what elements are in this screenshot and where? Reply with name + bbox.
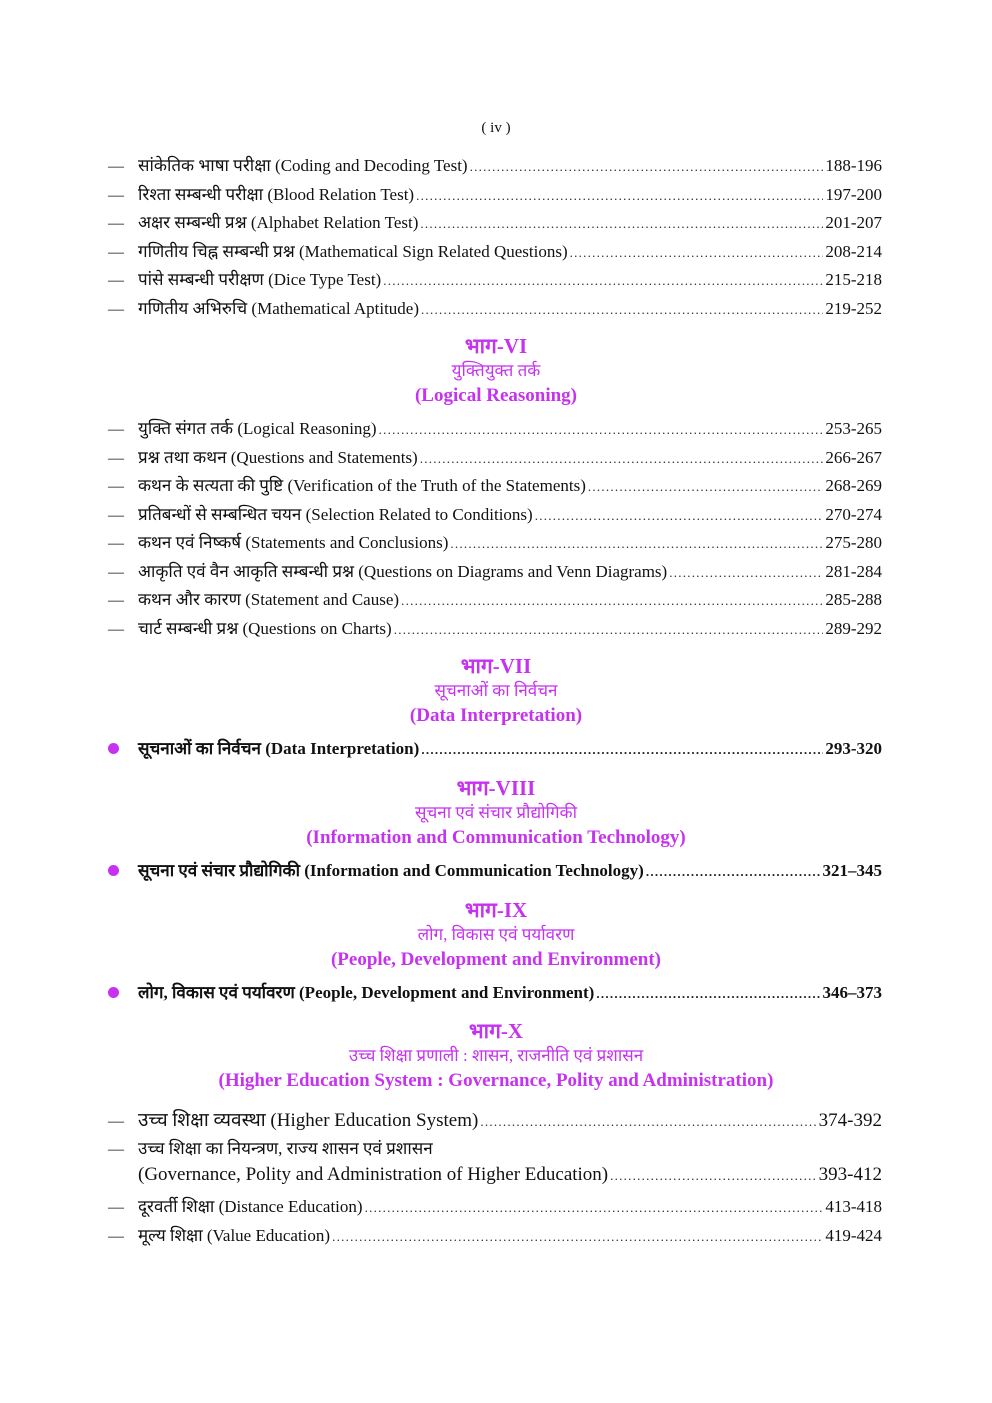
dash-marker: —: [108, 1199, 124, 1216]
toc-block-part-x: [108, 1106, 882, 1251]
page-range: 215-218: [825, 270, 882, 289]
dot-leader: [416, 188, 823, 204]
page-range: 419-424: [825, 1225, 882, 1245]
section-heading-part-viii: [0, 775, 992, 851]
entry-title: कथन के सत्यता की पुष्टि (Verification of the Truth of the Statements): [138, 476, 586, 495]
dot-leader: [450, 536, 823, 552]
part-title-english: (Logical Reasoning): [414, 385, 578, 406]
toc-entry[interactable]: [108, 980, 882, 1009]
part-title-english: (People, Development and Environment): [330, 949, 662, 970]
entry-title: युक्ति संगत तर्क (Logical Reasoning): [138, 419, 377, 438]
entry-title: चार्ट सम्बन्धी प्रश्न (Questions on Charts): [138, 618, 392, 638]
part-title-hindi: युक्तियुक्त तर्क: [451, 361, 541, 380]
entry-title: अक्षर सम्बन्धी प्रश्न (Alphabet Relation Test): [138, 213, 419, 232]
part-number: भाग-VII: [460, 654, 532, 678]
page-range: 253-265: [825, 419, 882, 438]
toc-block-continued: [108, 153, 882, 324]
part-title-english: (Data Interpretation): [409, 705, 583, 726]
dot-leader: [535, 508, 824, 524]
toc-entry[interactable]: [108, 153, 882, 182]
bullet-marker: [108, 741, 138, 759]
part-number: भाग-X: [468, 1019, 524, 1043]
section-heading-part-ix: [0, 897, 992, 973]
page-range: 393-412: [818, 1164, 882, 1185]
entry-title: प्रश्न तथा कथन (Questions and Statements): [138, 447, 418, 467]
dash-marker: —: [108, 421, 124, 438]
page-range: 268-269: [825, 476, 882, 495]
dot-leader: [669, 565, 823, 581]
dash-marker: —: [108, 449, 124, 467]
page-range: 281-284: [825, 561, 882, 581]
dash-marker: —: [108, 620, 124, 638]
dash-marker: —: [108, 1141, 124, 1158]
dot-leader: [420, 216, 823, 232]
dash-marker: —: [108, 1227, 124, 1245]
toc-entry[interactable]: [108, 1194, 882, 1223]
toc-entry[interactable]: [108, 1106, 882, 1136]
toc-entry[interactable]: [108, 1223, 882, 1252]
part-title-english: (Higher Education System : Governance, Polity and Administration): [218, 1070, 774, 1091]
dash-marker: —: [108, 215, 124, 232]
dash-marker: —: [108, 506, 124, 524]
dot-leader: [365, 1200, 824, 1216]
dash-marker: —: [108, 563, 124, 581]
toc-entry[interactable]: [108, 182, 882, 211]
page-range: 266-267: [825, 447, 882, 467]
dash-marker: —: [108, 186, 124, 204]
toc-entry[interactable]: [108, 267, 882, 296]
page-range: 219-252: [825, 298, 882, 318]
dash-marker: —: [108, 272, 124, 289]
toc-entry[interactable]: [108, 616, 882, 645]
dot-leader: [401, 593, 823, 609]
toc-entry[interactable]: [108, 239, 882, 268]
dot-leader: [379, 422, 824, 438]
page-range: 413-418: [825, 1197, 882, 1216]
section-heading-part-x: [0, 1018, 992, 1094]
dot-leader: [596, 986, 820, 1002]
dot-leader: [383, 273, 823, 289]
entry-title: कथन एवं निष्कर्ष (Statements and Conclusions): [138, 533, 449, 552]
dash-marker: —: [108, 478, 124, 495]
dash-marker: —: [108, 243, 124, 261]
toc-entry[interactable]: [108, 502, 882, 531]
toc-entry[interactable]: [108, 473, 882, 502]
part-title-hindi: लोग, विकास एवं पर्यावरण: [417, 925, 575, 944]
toc-entry[interactable]: [108, 296, 882, 325]
entry-title: आकृति एवं वैन आकृति सम्बन्धी प्रश्न (Questions on Diagrams and Venn Diagrams): [138, 561, 668, 581]
dot-leader: [470, 159, 824, 175]
bullet-dot-icon: [108, 987, 119, 998]
dash-marker: —: [108, 1113, 124, 1130]
entry-title: कथन और कारण (Statement and Cause): [138, 590, 400, 609]
dash-marker: —: [108, 535, 124, 552]
bullet-marker: [108, 863, 138, 881]
entry-title: सूचना एवं संचार प्रौद्योगिकी (Information and Communication Technology): [138, 861, 644, 880]
entry-title: सांकेतिक भाषा परीक्षा (Coding and Decoding Test): [138, 156, 468, 175]
page-range: 346–373: [822, 983, 882, 1002]
toc-block-part-vii: [108, 736, 882, 765]
page-range: 197-200: [825, 184, 882, 204]
page-range: 285-288: [825, 590, 882, 609]
page-range: 321–345: [822, 861, 882, 880]
page-range: 289-292: [825, 618, 882, 638]
dot-leader: [421, 302, 823, 318]
entry-title: पांसे सम्बन्धी परीक्षण (Dice Type Test): [138, 270, 382, 289]
page-range: 374-392: [818, 1110, 882, 1131]
toc-entry[interactable]: [108, 416, 882, 445]
toc-block-part-ix: [108, 980, 882, 1009]
toc-block-part-viii: [108, 858, 882, 887]
dot-leader: [420, 451, 824, 467]
dot-leader: [646, 864, 821, 880]
toc-entry[interactable]: [108, 587, 882, 616]
page-range: 270-274: [825, 504, 882, 524]
bullet-dot-icon: [108, 743, 119, 754]
part-number: भाग-VIII: [456, 776, 536, 800]
bullet-marker: [108, 985, 138, 1003]
section-heading-part-vi: [0, 333, 992, 409]
entry-title: प्रतिबन्धों से सम्बन्धित चयन (Selection Related to Conditions): [138, 504, 533, 524]
entry-title: उच्च शिक्षा का नियन्त्रण, राज्य शासन एवं प्रशासन: [138, 1139, 433, 1158]
entry-title: गणितीय अभिरुचि (Mathematical Aptitude): [138, 298, 420, 318]
entry-title: मूल्य शिक्षा (Value Education): [138, 1225, 331, 1245]
part-title-hindi: उच्च शिक्षा प्रणाली : शासन, राजनीति एवं प्रशासन: [348, 1046, 644, 1065]
toc-entry[interactable]: [108, 559, 882, 588]
bullet-dot-icon: [108, 865, 119, 876]
page-number: ( iv ): [481, 120, 511, 136]
entry-title: लोग, विकास एवं पर्यावरण (People, Development and Environment): [138, 983, 595, 1002]
toc-entry[interactable]: [108, 1136, 882, 1194]
part-number: भाग-VI: [464, 334, 528, 358]
entry-title-english: (Governance, Polity and Administration of Higher Education): [138, 1164, 609, 1185]
dot-leader: [394, 622, 824, 638]
page-range: 208-214: [825, 241, 882, 261]
entry-title: रिश्ता सम्बन्धी परीक्षा (Blood Relation Test): [138, 184, 415, 204]
part-title-english: (Information and Communication Technology): [306, 827, 686, 848]
toc-entry[interactable]: [108, 736, 882, 765]
toc-entry[interactable]: [108, 858, 882, 887]
dash-marker: —: [108, 158, 124, 175]
dot-leader: [570, 245, 824, 261]
dot-leader: [610, 1168, 817, 1184]
page-range: 201-207: [825, 213, 882, 232]
dot-leader: [480, 1114, 816, 1130]
page-range: 293-320: [825, 739, 882, 758]
toc-block-part-vi: [108, 416, 882, 644]
entry-title: सूचनाओं का निर्वचन (Data Interpretation): [138, 739, 420, 758]
part-title-hindi: सूचना एवं संचार प्रौद्योगिकी: [415, 803, 577, 822]
page-range: 188-196: [825, 156, 882, 175]
toc-entry[interactable]: [108, 445, 882, 474]
dot-leader: [588, 479, 823, 495]
section-heading-part-vii: [0, 653, 992, 729]
entry-title: उच्च शिक्षा व्यवस्था (Higher Education System): [138, 1110, 479, 1131]
toc-entry[interactable]: [108, 210, 882, 239]
dash-marker: —: [108, 300, 124, 318]
entry-title: गणितीय चिह्न सम्बन्धी प्रश्न (Mathematical Sign Related Questions): [138, 241, 568, 261]
dot-leader: [332, 1229, 823, 1245]
toc-entry[interactable]: [108, 530, 882, 559]
page-range: 275-280: [825, 533, 882, 552]
part-title-hindi: सूचनाओं का निर्वचन: [434, 681, 558, 700]
dash-marker: —: [108, 592, 124, 609]
dot-leader: [421, 742, 823, 758]
entry-title: दूरवर्ती शिक्षा (Distance Education): [138, 1197, 363, 1216]
part-number: भाग-IX: [464, 898, 528, 922]
